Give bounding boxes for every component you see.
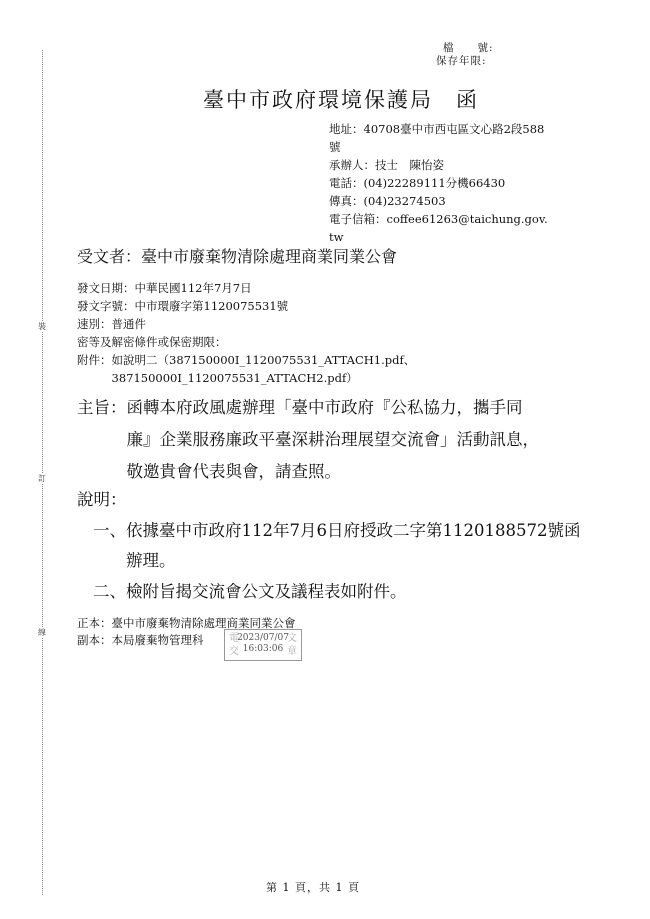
sender-address: 地址：40708臺中市西屯區文心路2段588 <box>329 122 545 136</box>
sender-fax: 傳真：(04)23274503 <box>329 194 446 208</box>
sender-info <box>329 120 548 246</box>
retention-label: 保存年限: <box>436 55 487 67</box>
binding-mark-bind: 裝 <box>38 322 46 331</box>
document-details <box>77 279 415 387</box>
electronic-seal-stamp <box>224 629 302 661</box>
copy-duplicate: 副本：本局廢棄物管理科 <box>77 633 204 647</box>
stamp-right-chars: 文章 <box>287 633 297 657</box>
stamp-left-chars: 電交 <box>229 633 239 657</box>
sender-phone: 電話：(04)22289111分機66430 <box>329 176 506 190</box>
attachments: 附件：如說明二（387150000I_1120075531_ATTACH1.pdf、 <box>77 353 416 367</box>
stamp-datetime <box>231 633 295 655</box>
subject <box>77 392 539 488</box>
subject-line-1: 主旨：函轉本府政風處辦理「臺中市政府『公私協力，攜手同 <box>77 398 523 417</box>
binding-line <box>42 50 43 895</box>
attachments-cont: 387150000I_1120075531_ATTACH2.pdf） <box>77 371 358 385</box>
explanation-item-1: 一、依據臺中市政府112年7月6日府授政二字第1120188572號函 <box>93 521 581 540</box>
issue-number: 發文字號：中市環廢字第1120075531號 <box>77 299 289 313</box>
recipient: 受文者：臺中市廢棄物清除處理商業同業公會 <box>77 247 398 266</box>
stamp-date: 2023/07/07 <box>237 633 289 643</box>
document-title: 臺中市政府環境保護局 函 <box>203 88 479 112</box>
stamp-time: 16:03:06 <box>242 644 284 654</box>
file-number-label: 檔 號: <box>443 42 494 54</box>
sender-email-cont: tw <box>329 230 344 244</box>
subject-line-2: 廉』企業服務廉政平臺深耕治理展望交流會」活動訊息， <box>77 430 539 449</box>
speed-class: 速別：普通件 <box>77 317 146 331</box>
subject-line-3: 敬邀貴會代表與會，請查照。 <box>77 462 341 481</box>
explanation-item-1-cont: 辦理。 <box>93 551 176 570</box>
issue-date: 發文日期：中華民國112年7月7日 <box>77 281 252 295</box>
explanation-item-2: 二、檢附旨揭交流會公文及議程表如附件。 <box>93 582 407 601</box>
page-footer: 第 1 頁，共 1 頁 <box>266 881 360 894</box>
copy-original: 正本：臺中市廢棄物清除處理商業同業公會 <box>77 616 296 630</box>
binding-mark-order: 訂 <box>38 474 46 483</box>
binding-mark-line: 線 <box>38 628 46 637</box>
sender-address-cont: 號 <box>329 140 341 154</box>
confidentiality: 密等及解密條件或保密期限： <box>77 335 227 349</box>
explanation-label: 說明： <box>77 490 127 509</box>
sender-email: 電子信箱：coffee61263@taichung.gov. <box>329 212 548 226</box>
sender-contact-person: 承辦人：技士 陳怡姿 <box>329 158 444 172</box>
